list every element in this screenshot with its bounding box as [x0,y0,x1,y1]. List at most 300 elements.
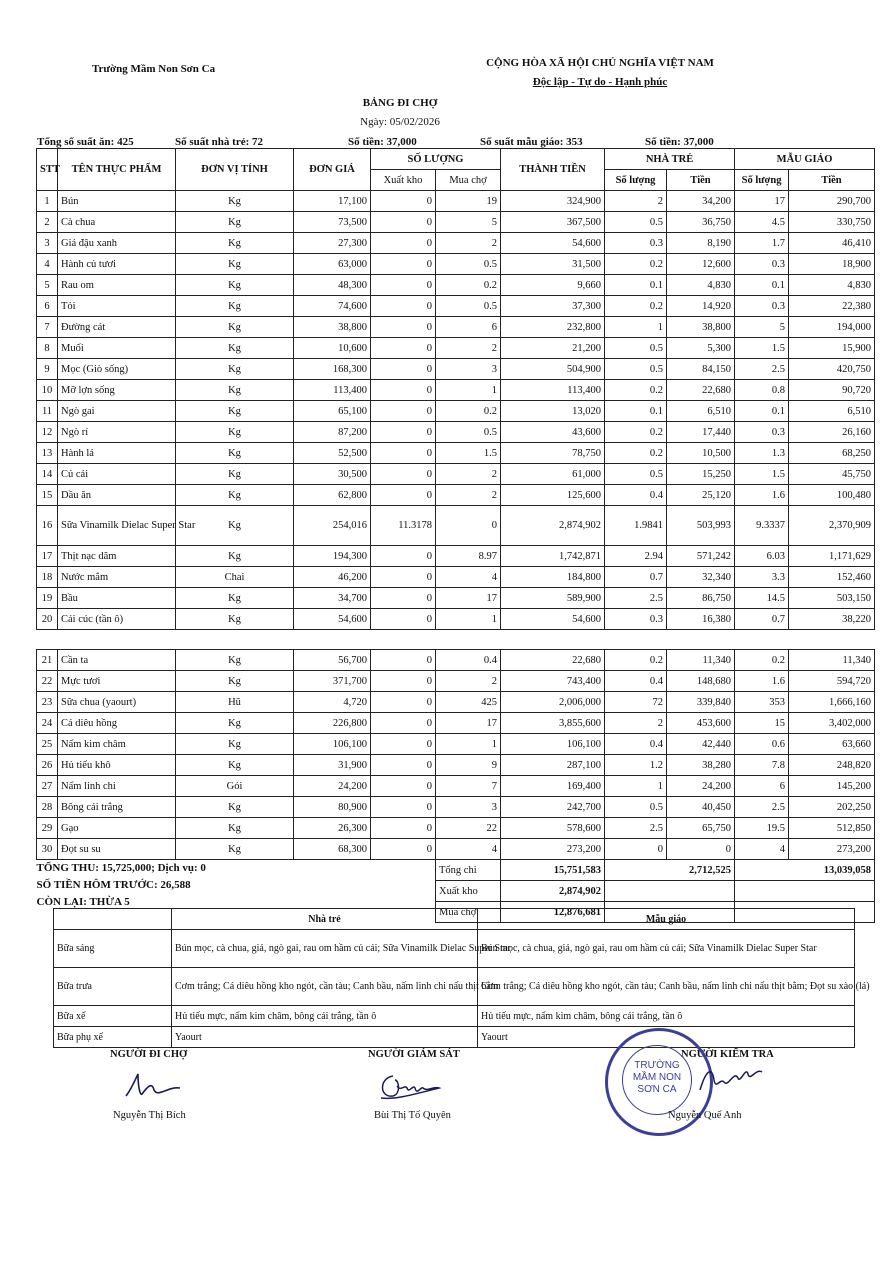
row-stock: 0 [371,671,436,692]
col-price: ĐƠN GIÁ [294,149,371,191]
row-kinder-qty: 3.3 [735,567,789,588]
row-stt: 2 [37,212,58,233]
row-stt: 11 [37,401,58,422]
row-nursery-amount: 339,840 [667,692,735,713]
row-kinder-qty: 0.8 [735,380,789,401]
row-name: Bông cải trắng [58,797,176,818]
row-price: 254,016 [294,506,371,546]
table-row [37,233,875,254]
row-unit: Kg [176,212,294,233]
row-price: 48,300 [294,275,371,296]
row-nursery-amount: 5,300 [667,338,735,359]
row-nursery-amount: 571,242 [667,546,735,567]
row-stt: 20 [37,609,58,630]
row-kinder-amount: 18,900 [789,254,875,275]
row-name: Cá diêu hồng [58,713,176,734]
row-kinder-qty: 4 [735,839,789,860]
buyer-signature [118,1068,188,1104]
row-stock: 0 [371,191,436,212]
row-kinder-amount: 46,410 [789,233,875,254]
row-price: 17,100 [294,191,371,212]
table-row [37,588,875,609]
total-meals: Tổng số suất ăn: 425 [37,136,134,148]
row-stock: 0 [371,359,436,380]
row-nursery-amount: 86,750 [667,588,735,609]
row-nursery-qty: 2.5 [605,818,667,839]
kinder-amount: Số tiền: 37,000 [645,136,714,148]
row-total: 106,100 [501,734,605,755]
row-buy: 22 [436,818,501,839]
row-name: Tỏi [58,296,176,317]
row-kinder-amount: 194,000 [789,317,875,338]
row-buy: 0.2 [436,275,501,296]
row-buy: 1 [436,734,501,755]
row-stock: 0 [371,818,436,839]
row-total: 13,020 [501,401,605,422]
row-nursery-amount: 6,510 [667,401,735,422]
row-nursery-amount: 453,600 [667,713,735,734]
row-price: 113,400 [294,380,371,401]
row-nursery-amount: 16,380 [667,609,735,630]
table-row [37,776,875,797]
row-price: 26,300 [294,818,371,839]
col-nursery: NHÀ TRẺ [605,149,735,170]
row-kinder-qty: 1.6 [735,671,789,692]
row-stt: 5 [37,275,58,296]
row-nursery-qty: 0.3 [605,609,667,630]
meal-nursery: Bún mọc, cà chua, giá, ngò gai, rau om hầm củ cải; Sữa Vinamilk Dielac Super Star [172,930,478,968]
row-price: 168,300 [294,359,371,380]
row-kinder-qty: 0.3 [735,296,789,317]
row-total: 232,800 [501,317,605,338]
meal-kinder: Yaourt [478,1027,855,1048]
row-kinder-amount: 330,750 [789,212,875,233]
row-buy: 9 [436,755,501,776]
row-unit: Kg [176,713,294,734]
shopping-table-1 [36,148,875,630]
row-stt: 7 [37,317,58,338]
row-name: Đọt su su [58,839,176,860]
table-row [37,839,875,860]
row-kinder-amount: 63,660 [789,734,875,755]
meal-kinder: Cơm trắng; Cá diêu hồng kho ngót, cần tàu; Canh bầu, nấm linh chi nấu thịt bằm; Đọt su xào (lá) [478,968,855,1006]
table-row [37,609,875,630]
row-price: 73,500 [294,212,371,233]
row-name: Hành củ tươi [58,254,176,275]
spent-nursery: 2,712,525 [605,860,735,881]
row-nursery-amount: 10,500 [667,443,735,464]
row-kinder-qty: 9.3337 [735,506,789,546]
row-stock: 0 [371,275,436,296]
row-unit: Kg [176,818,294,839]
row-kinder-amount: 68,250 [789,443,875,464]
spent-label: Tổng chi [436,860,501,881]
table-row [37,797,875,818]
row-kinder-qty: 7.8 [735,755,789,776]
meal-nursery: Yaourt [172,1027,478,1048]
stock-total: 2,874,902 [501,881,605,902]
row-stock: 0 [371,609,436,630]
row-name: Sữa Vinamilk Dielac Super Star [58,506,176,546]
row-kinder-amount: 100,480 [789,485,875,506]
row-total: 743,400 [501,671,605,692]
row-name: Bầu [58,588,176,609]
row-nursery-qty: 0.5 [605,797,667,818]
row-nursery-qty: 0.5 [605,212,667,233]
row-name: Gạo [58,818,176,839]
row-buy: 6 [436,317,501,338]
buyer-name: Nguyễn Thị Bích [113,1110,186,1121]
row-price: 27,300 [294,233,371,254]
row-kinder-amount: 1,171,629 [789,546,875,567]
row-name: Ngò gai [58,401,176,422]
row-total: 1,742,871 [501,546,605,567]
row-unit: Kg [176,755,294,776]
row-total: 22,680 [501,650,605,671]
row-kinder-amount: 22,380 [789,296,875,317]
row-kinder-amount: 152,460 [789,567,875,588]
row-unit: Kg [176,422,294,443]
row-name: Nấm linh chi [58,776,176,797]
row-nursery-amount: 84,150 [667,359,735,380]
row-stock: 0 [371,443,436,464]
row-buy: 0.5 [436,254,501,275]
row-unit: Kg [176,338,294,359]
row-nursery-amount: 38,280 [667,755,735,776]
row-name: Cải cúc (tần ô) [58,609,176,630]
row-stt: 16 [37,506,58,546]
row-stt: 27 [37,776,58,797]
row-nursery-amount: 0 [667,839,735,860]
row-nursery-qty: 0.5 [605,464,667,485]
table-row [37,506,875,546]
row-stock: 0 [371,713,436,734]
meal-nursery-header: Nhà trẻ [172,909,478,930]
buy-total: 12,876,681 [501,902,605,923]
row-stt: 22 [37,671,58,692]
row-nursery-amount: 32,340 [667,567,735,588]
row-kinder-qty: 14.5 [735,588,789,609]
row-stock: 0 [371,692,436,713]
row-stock: 0 [371,422,436,443]
row-kinder-qty: 0.7 [735,609,789,630]
row-buy: 0.5 [436,422,501,443]
table-row [37,464,875,485]
row-unit: Hũ [176,692,294,713]
row-nursery-qty: 0.5 [605,338,667,359]
row-kinder-amount: 15,900 [789,338,875,359]
row-price: 80,900 [294,797,371,818]
row-buy: 0 [436,506,501,546]
row-name: Giá đậu xanh [58,233,176,254]
table-row [37,296,875,317]
col-nursery-amount: Tiền [667,170,735,191]
row-stt: 9 [37,359,58,380]
buy-label: Mua chợ [436,902,501,923]
table-row [37,359,875,380]
table-row [37,317,875,338]
table-row [37,338,875,359]
col-kinder-amount: Tiền [789,170,875,191]
row-nursery-amount: 503,993 [667,506,735,546]
row-kinder-amount: 420,750 [789,359,875,380]
row-stock: 0 [371,338,436,359]
row-kinder-qty: 19.5 [735,818,789,839]
row-nursery-qty: 0.7 [605,567,667,588]
row-unit: Kg [176,839,294,860]
table-row [37,422,875,443]
row-kinder-qty: 5 [735,317,789,338]
row-name: Củ cải [58,464,176,485]
row-stock: 0 [371,485,436,506]
row-price: 52,500 [294,443,371,464]
row-nursery-amount: 17,440 [667,422,735,443]
col-stt: STT [37,149,58,191]
row-nursery-amount: 15,250 [667,464,735,485]
row-buy: 1.5 [436,443,501,464]
supervisor-signature [375,1066,455,1106]
nursery-meals: Số suất nhà trẻ: 72 [175,136,264,148]
remaining-balance: CÒN LẠI: THỪA 5 [36,896,130,908]
meal-plan-table [53,908,870,1048]
row-price: 106,100 [294,734,371,755]
row-kinder-qty: 1.3 [735,443,789,464]
row-price: 10,600 [294,338,371,359]
meal-nursery: Cơm trắng; Cá diêu hồng kho ngót, cần tàu; Canh bầu, nấm linh chi nấu thịt bằm [172,968,478,1006]
row-total: 37,300 [501,296,605,317]
row-nursery-qty: 0.2 [605,443,667,464]
row-unit: Kg [176,296,294,317]
row-name: Sữa chua (yaourt) [58,692,176,713]
row-price: 194,300 [294,546,371,567]
row-unit: Kg [176,191,294,212]
row-buy: 4 [436,567,501,588]
table-row [37,212,875,233]
row-kinder-qty: 2.5 [735,359,789,380]
row-total: 61,000 [501,464,605,485]
row-stock: 0 [371,797,436,818]
row-price: 4,720 [294,692,371,713]
row-total: 125,600 [501,485,605,506]
spent-kinder: 13,039,058 [735,860,875,881]
row-name: Cà chua [58,212,176,233]
row-total: 2,874,902 [501,506,605,546]
row-kinder-amount: 594,720 [789,671,875,692]
row-total: 54,600 [501,609,605,630]
row-kinder-amount: 3,402,000 [789,713,875,734]
row-name: Rau om [58,275,176,296]
row-nursery-qty: 2 [605,713,667,734]
row-unit: Kg [176,233,294,254]
row-nursery-qty: 0.1 [605,401,667,422]
row-nursery-amount: 11,340 [667,650,735,671]
row-nursery-amount: 36,750 [667,212,735,233]
row-stock: 0 [371,317,436,338]
table-row [37,692,875,713]
row-nursery-qty: 0.1 [605,275,667,296]
row-stock: 0 [371,567,436,588]
row-nursery-amount: 4,830 [667,275,735,296]
row-kinder-qty: 1.6 [735,485,789,506]
row-kinder-amount: 45,750 [789,464,875,485]
row-kinder-qty: 2.5 [735,797,789,818]
row-kinder-qty: 0.1 [735,275,789,296]
row-nursery-qty: 0.5 [605,359,667,380]
row-stt: 3 [37,233,58,254]
row-kinder-qty: 4.5 [735,212,789,233]
row-stock: 0 [371,233,436,254]
total-revenue: TỔNG THU: 15,725,000; Dịch vụ: 0 [36,862,206,874]
row-total: 113,400 [501,380,605,401]
kinder-meals: Số suất mẫu giáo: 353 [480,136,583,148]
row-stt: 17 [37,546,58,567]
row-kinder-amount: 290,700 [789,191,875,212]
row-nursery-qty: 0.2 [605,422,667,443]
row-unit: Chai [176,567,294,588]
row-stt: 29 [37,818,58,839]
table-row [37,275,875,296]
row-unit: Kg [176,254,294,275]
row-total: 504,900 [501,359,605,380]
row-nursery-amount: 34,200 [667,191,735,212]
row-total: 169,400 [501,776,605,797]
row-unit: Kg [176,609,294,630]
row-price: 226,800 [294,713,371,734]
row-kinder-qty: 1.7 [735,233,789,254]
row-stt: 15 [37,485,58,506]
table-row [37,485,875,506]
meal-label: Bữa phụ xế [54,1027,172,1048]
row-kinder-qty: 6 [735,776,789,797]
row-buy: 0.5 [436,296,501,317]
row-kinder-qty: 0.3 [735,254,789,275]
row-buy: 425 [436,692,501,713]
row-unit: Kg [176,485,294,506]
row-price: 63,000 [294,254,371,275]
inspector-title: NGƯỜI KIỂM TRA [681,1049,774,1060]
row-nursery-qty: 0.2 [605,254,667,275]
row-name: Cần ta [58,650,176,671]
inspector-name: Nguyễn Quế Anh [668,1110,742,1121]
row-nursery-qty: 0.4 [605,671,667,692]
row-kinder-qty: 353 [735,692,789,713]
row-buy: 3 [436,797,501,818]
row-kinder-amount: 145,200 [789,776,875,797]
row-price: 46,200 [294,567,371,588]
row-buy: 2 [436,485,501,506]
row-nursery-amount: 42,440 [667,734,735,755]
row-unit: Kg [176,401,294,422]
row-kinder-qty: 0.1 [735,401,789,422]
meal-label: Bữa xế [54,1006,172,1027]
row-nursery-amount: 65,750 [667,818,735,839]
col-nursery-qty: Số lượng [605,170,667,191]
row-kinder-amount: 273,200 [789,839,875,860]
row-total: 3,855,600 [501,713,605,734]
row-kinder-amount: 11,340 [789,650,875,671]
table-row [37,191,875,212]
row-kinder-amount: 6,510 [789,401,875,422]
row-kinder-qty: 6.03 [735,546,789,567]
row-stt: 10 [37,380,58,401]
row-nursery-amount: 8,190 [667,233,735,254]
row-kinder-qty: 0.2 [735,650,789,671]
row-nursery-qty: 0.2 [605,296,667,317]
row-price: 87,200 [294,422,371,443]
meal-kinder: Bún mọc, cà chua, giá, ngò gai, rau om hầm củ cải; Sữa Vinamilk Dielac Super Star [478,930,855,968]
col-name: TÊN THỰC PHẨM [58,149,176,191]
row-total: 589,900 [501,588,605,609]
meal-label: Bữa trưa [54,968,172,1006]
row-kinder-qty: 0.6 [735,734,789,755]
row-nursery-qty: 0 [605,839,667,860]
row-total: 324,900 [501,191,605,212]
row-unit: Kg [176,464,294,485]
row-price: 54,600 [294,609,371,630]
row-buy: 8.97 [436,546,501,567]
table-row [37,818,875,839]
col-unit: ĐƠN VỊ TÍNH [176,149,294,191]
row-price: 30,500 [294,464,371,485]
row-price: 31,900 [294,755,371,776]
row-unit: Gói [176,776,294,797]
row-name: Mọc (Giò sống) [58,359,176,380]
row-kinder-qty: 1.5 [735,464,789,485]
row-stock: 0 [371,380,436,401]
nursery-amount: Số tiền: 37,000 [348,136,417,148]
row-nursery-qty: 1.2 [605,755,667,776]
row-total: 31,500 [501,254,605,275]
supervisor-title: NGƯỜI GIÁM SÁT [368,1049,460,1060]
row-kinder-qty: 15 [735,713,789,734]
row-stock: 0 [371,254,436,275]
row-name: Thịt nạc dăm [58,546,176,567]
school-name: Trường Mầm Non Sơn Ca [92,63,216,75]
row-name: Nước mắm [58,567,176,588]
meal-label: Bữa sáng [54,930,172,968]
table-row [37,401,875,422]
row-nursery-amount: 148,680 [667,671,735,692]
meal-kinder: Hủ tiếu mực, nấm kim châm, bông cải trắng, tần ô [478,1006,855,1027]
row-kinder-amount: 1,666,160 [789,692,875,713]
row-name: Đường cát [58,317,176,338]
row-name: Ngò rí [58,422,176,443]
row-kinder-amount: 26,160 [789,422,875,443]
row-buy: 1 [436,380,501,401]
row-nursery-qty: 1.9841 [605,506,667,546]
row-price: 68,300 [294,839,371,860]
table-row [37,713,875,734]
row-buy: 7 [436,776,501,797]
row-unit: Kg [176,506,294,546]
row-stt: 4 [37,254,58,275]
row-kinder-amount: 4,830 [789,275,875,296]
row-price: 56,700 [294,650,371,671]
supervisor-name: Bùi Thị Tố Quyên [374,1110,451,1121]
row-total: 9,660 [501,275,605,296]
row-stt: 26 [37,755,58,776]
row-buy: 0.2 [436,401,501,422]
meal-kinder-header: Mẫu giáo [478,909,855,930]
row-unit: Kg [176,797,294,818]
row-buy: 4 [436,839,501,860]
col-total: THÀNH TIỀN [501,149,605,191]
table-row [37,734,875,755]
inspector-signature [690,1060,780,1100]
table-row [37,671,875,692]
row-stt: 19 [37,588,58,609]
row-buy: 5 [436,212,501,233]
